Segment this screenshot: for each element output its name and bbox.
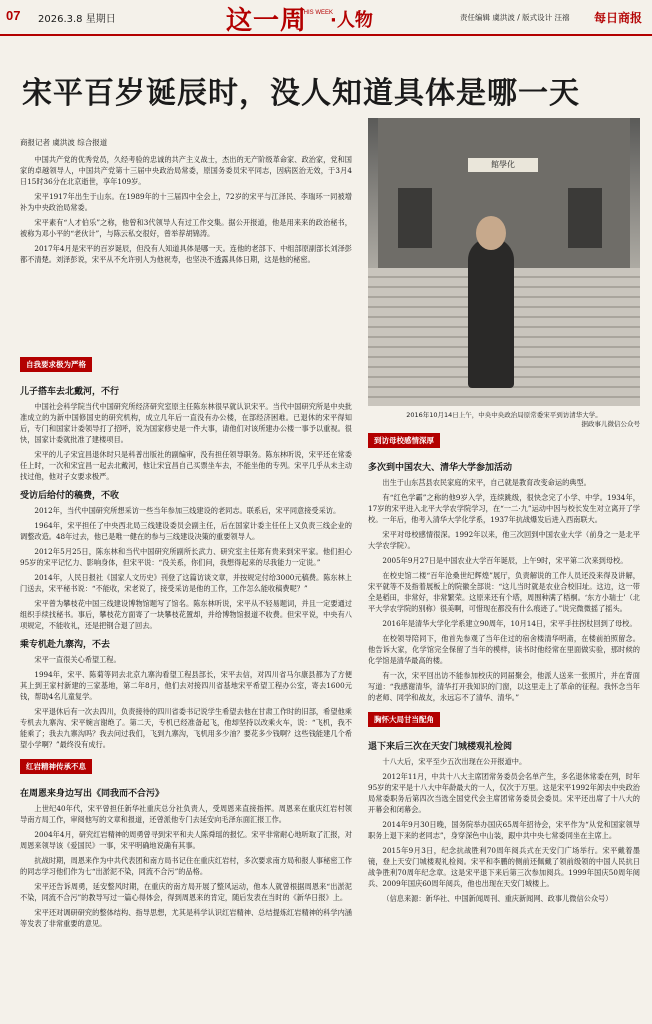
byline: 商报记者 虞洪波 综合报道 xyxy=(20,138,108,147)
paragraph: 在校领导陪同下，他首先参观了当年住过的宿舍楼清华明斋，在楼前拍照留念。他告诉大家，化学馆完全保留了当年的模样，读书时他经常在里面做实验，那时候的化学馆是清华最高的楼。 xyxy=(368,634,640,665)
paragraph: 出生于山东莒县农民家庭的宋平，自己就是教育改变命运的典型。 xyxy=(382,478,591,487)
page-header xyxy=(0,0,652,36)
subheading: 退下来后三次在天安门城楼观礼检阅 xyxy=(368,742,513,752)
photo-person xyxy=(468,238,514,388)
left-column xyxy=(20,352,352,933)
section-name: ·人物 xyxy=(330,10,373,31)
issue-date: 2026.3.8 星期日 xyxy=(38,14,116,25)
building-sign: 館學化 xyxy=(468,158,538,172)
caption-text: 2016年10月14日上午，中央中央政治局原常委宋平到访清华大学。 xyxy=(406,411,602,419)
section-brand: 这一周 xyxy=(226,6,308,36)
paragraph: （信息来源：新华社、中国新闻周刊、重庆新闻网、政事儿微信公众号） xyxy=(382,894,613,903)
subheading: 多次到中国农大、清华大学参加活动 xyxy=(368,463,513,473)
subheading: 在周恩来身边写出《同我而不合污》 xyxy=(20,789,165,799)
caption-credit: 据政事儿微信公众号 xyxy=(581,420,640,428)
photo-window xyxy=(568,188,602,248)
paragraph: 抗战时期，周恩来作为中共代表团和南方局书记住在重庆红岩村，多次要求南方局和报人事秘密工作的同志学习他们作为七“出淤泥不染，同流不合污”的品格。 xyxy=(20,856,352,876)
subheading: 受访后给付的稿费，不收 xyxy=(20,491,120,501)
intro-column xyxy=(20,154,352,269)
paragraph: 1994年，宋平、陈菊等同去北京九寨沟看望工程县部长，宋平去信，对四川省马尔康县都为了方便其上到王家村新建的三家基地，第二年8月，他们去对接四川省基地宋平希望工程办公室，寄去1600元钱，帮助4名儿童复学。 xyxy=(20,670,352,701)
paragraph: 2014年，人民日报社《国家人文历史》刊登了这篇访谈文章，并按规定付给3000元稿费。陈东林上门送去，宋平秘书说：“不能收，宋老说了，接受采访是他的工作，工作怎么能收稿费呢？” xyxy=(20,573,352,593)
paragraph: 上世纪40年代，宋平曾担任新华社重庆总分社负责人，受周恩来直接指挥。周恩来在重庆红岩村领导南方局工作，审阅他写的文章和报道，还曾派他专门去延安向毛泽东面汇报工作。 xyxy=(20,804,352,824)
section-tag: 到访母校感情深厚 xyxy=(368,433,440,448)
paragraph: 在校史馆二楼“百年沧桑世纪辉煌”展厅，负责解说的工作人员还没来得及讲解，宋平就等不及指着展板上的院徽全部说：“这儿当时就是农业合校旧址。这边，这一带全是稻田，非常好，非常繁荣。这原来还有个塔，周围种满了梧桐。‘东方小瑞士’（北平大学农学院的别称）很美啊，可惜现在都没有什么痕迹了。”说完微微摇了摇头。 xyxy=(368,571,640,613)
paragraph: 宋平还告诉周勇，延安整风时期，在重庆的南方局开展了整风运动，他本人就曾根据周恩来“出淤泥不染，同流不合污”的教导写过一篇心得体会，得到周恩来的肯定，随后发表在当时的《新华日报》上。 xyxy=(20,882,352,902)
section-tag: 胸怀大局甘当配角 xyxy=(368,712,440,727)
section-tag: 自我要求极为严格 xyxy=(20,357,92,372)
section-tag: 红岩精神传承不息 xyxy=(20,759,92,774)
paragraph: 2015年9月3日，纪念抗战胜利70周年阅兵式在天安门广场举行。宋平戴着墨镜，登上天安门城楼观礼检阅。宋平和李鹏的侧前还佩戴了领前级领的中国人民抗日战争胜利70周年纪念章。这是宋平退下来后第三次参加阅兵。1999年国庆50周年阅兵、2009年国庆60周年阅兵，他也出现在天安门城楼上。 xyxy=(368,846,640,888)
newspaper-name: 每日商报 xyxy=(594,11,643,25)
paragraph: 有一次，宋平回出访不能参加校庆的同届聚会，他派人送来一张照片，并在背面写道：“我感谢清华，清华打开我知识的门窗，以这里走上了革命的征程。我怀念当年的老师、同学和战友，永远忘不了清华、清华。” xyxy=(368,671,640,702)
paragraph: 宋平还对调研研究的整体结构、指导思想，尤其是科学认识红岩精神、总结提炼红岩精神的科学内涵等发表了非常重要的意见。 xyxy=(20,908,352,928)
paragraph: 中国社会科学院当代中国研究所经济研究室原主任陈东林很早就认识宋平。当代中国研究所是中央批准成立的为新中国修国史的研究机构，成立几年后一直没有办公楼，在部经济困难。已退休的宋平得知后，专门和国家计委领导打了招呼，说为国家修史是一件大事，请他们对该所建办公楼一事予以重视。很快，国家计委就批准了建楼项目。 xyxy=(20,402,352,444)
photo-person-head xyxy=(476,216,506,250)
editor-credit: 责任编辑 虞洪波 / 版式设计 汪禧 xyxy=(460,13,570,22)
paragraph: 十八大后，宋平至少五次出现在公开报道中。 xyxy=(382,757,527,766)
subheading: 儿子搭车去北戴河，不行 xyxy=(20,387,120,397)
paragraph: 宋平1917年出生于山东。在1989年的十三届四中全会上，72岁的宋平与江泽民、李瑞环一同被增补为中央政治局常委。 xyxy=(20,192,352,212)
paragraph: 中国共产党的优秀党员，久经考验的忠诚的共产主义战士，杰出的无产阶级革命家、政治家，党和国家的卓越领导人，中国共产党第十三届中央政治局常委，原国务委员宋平同志，因病医治无效，于3月4日15时36分在北京逝世，享年109岁。 xyxy=(20,155,352,186)
photo-caption xyxy=(368,410,640,428)
paragraph: 2004年4月，研究红岩精神的周勇曾寻到宋平和夫人陈舜瑶的报忆。宋平非常耐心地听取了汇报，对周恩来领导该《爱国民》一事，宋平明确地说确有其事。 xyxy=(20,830,352,850)
paragraph: 有“红色学霸”之称的他9岁入学，连续跳级，很快念完了小学、中学。1934年，17岁的宋平进入北平大学农学院学习，在“一二·九”运动中因与校长发生对立离开了学校。一年后，他考入清华大学化学系，1937年抗战爆发后进入西南联大。 xyxy=(368,493,640,524)
paragraph: 2016年是清华大学化学系建立90周年，10月14日，宋平手拄拐杖回到了母校。 xyxy=(382,619,637,628)
paragraph: 2017年4月是宋平的百岁诞辰，但没有人知道具体是哪一天。连他的老部下、中组部原副部长刘泽彭都不清楚。刘泽彭说，宋平从不允许别人为他祝寿，也坚决不透露具体日期，这是他的秘密。 xyxy=(20,244,352,264)
paragraph: 2012年5月25日，陈东林和当代中国研究所副所长武力、研究室主任郑有贵来到宋平家。他们担心95岁的宋平记忆力、影响身体，但宋平说：“没关系，你们问，我想得起来的尽我能力一定说。” xyxy=(20,547,352,567)
section-brand-english: THIS WEEK xyxy=(300,10,334,16)
paragraph: 2005年9月27日是中国农业大学百年诞辰，上午9时，宋平第二次来到母校。 xyxy=(382,556,628,565)
paragraph: 宋平对母校感情很深。1992年以来，他三次回到中国农业大学（前身之一是北平大学农学院）。 xyxy=(368,530,640,550)
paragraph: 宋平退休后有一次去四川，负责接待的四川省委书记说学生希望去他在甘肃工作时的旧部，希望他乘专机去九寨沟、宋平婉言谢绝了。第二天，专机已经准备起飞，他却坚持以改乘火车，说：“飞机，我不能乘了；我去九寨沟吗？我去问过我们，飞到九寨沟，飞机用多少油？要花多少钱啊？这些钱能建几个希望小学啊？”最终没有成行。 xyxy=(20,707,352,749)
paragraph: 宋平一直很关心希望工程。 xyxy=(34,655,121,664)
paragraph: 宋平曾为攀枝花中国三线建设博物馆题写了馆名。陈东林听说，宋平从不轻易题词，并且一定要通过组织手续找秘书。事后，攀枝花方面寄了一块攀枝花置却，并给博物馆报道不收费。但宋平说，中央有八项规定，不能收礼，还是把钢合退了回去。 xyxy=(20,599,352,630)
right-column xyxy=(368,428,640,908)
photo-window xyxy=(398,188,432,248)
article-photo xyxy=(368,118,640,406)
headline: 宋平百岁诞辰时，没人知道具体是哪一天 xyxy=(22,76,580,111)
paragraph: 2014年9月30日晚，国务院举办国庆65周年招待会，宋平作为“从党和国家领导职务上退下来的老同志”，身穿深色中山装，跟中共中央七常委同坐在主席上。 xyxy=(368,820,640,840)
paragraph: 1964年，宋平担任了中央西北局三线建设委员会副主任，后在国家计委主任任上又负责三线企业的调整改造。48年过去，他已是唯一健在的参与三线建设决策的重要领导人。 xyxy=(20,521,352,541)
page-number: 07 xyxy=(6,8,21,23)
paragraph: 宋平的儿子宋宜昌退休时只是科普出版社的副编审，没有担任领导职务。陈东林听说，宋平还在常委任上时，一次和宋宜昌一起去北戴河，他让宋宜昌自己买票坐车去，不能坐他的专列。宋平几乎从未主动找过他，他对子女要求极严。 xyxy=(20,450,352,481)
subheading: 乘专机赴九寨沟，不去 xyxy=(20,640,111,650)
paragraph: 宋平素有“人才伯乐”之称，他曾和3代领导人有过工作交集。据公开报道，他是用来来的政治秘书，被称为邓小平的“老伙计”，与陈云私交很好，曾举荐胡锦涛。 xyxy=(20,218,352,238)
paragraph: 2012年，当代中国研究所想采访一些当年参加三线建设的老同志。联系后，宋平同意接受采访。 xyxy=(34,506,341,515)
paragraph: 2012年11月，中共十八大主席团常务委员会名单产生，多名退休常委在列，时年95岁的宋平是十八大中年龄最大的一人，仅次于万里。这是宋平1992年卸去中央政治局常委职务后第四次当选全国党代会主席团常务委员会委员。宋平还出席了十八大的开幕会和闭幕会。 xyxy=(368,772,640,814)
